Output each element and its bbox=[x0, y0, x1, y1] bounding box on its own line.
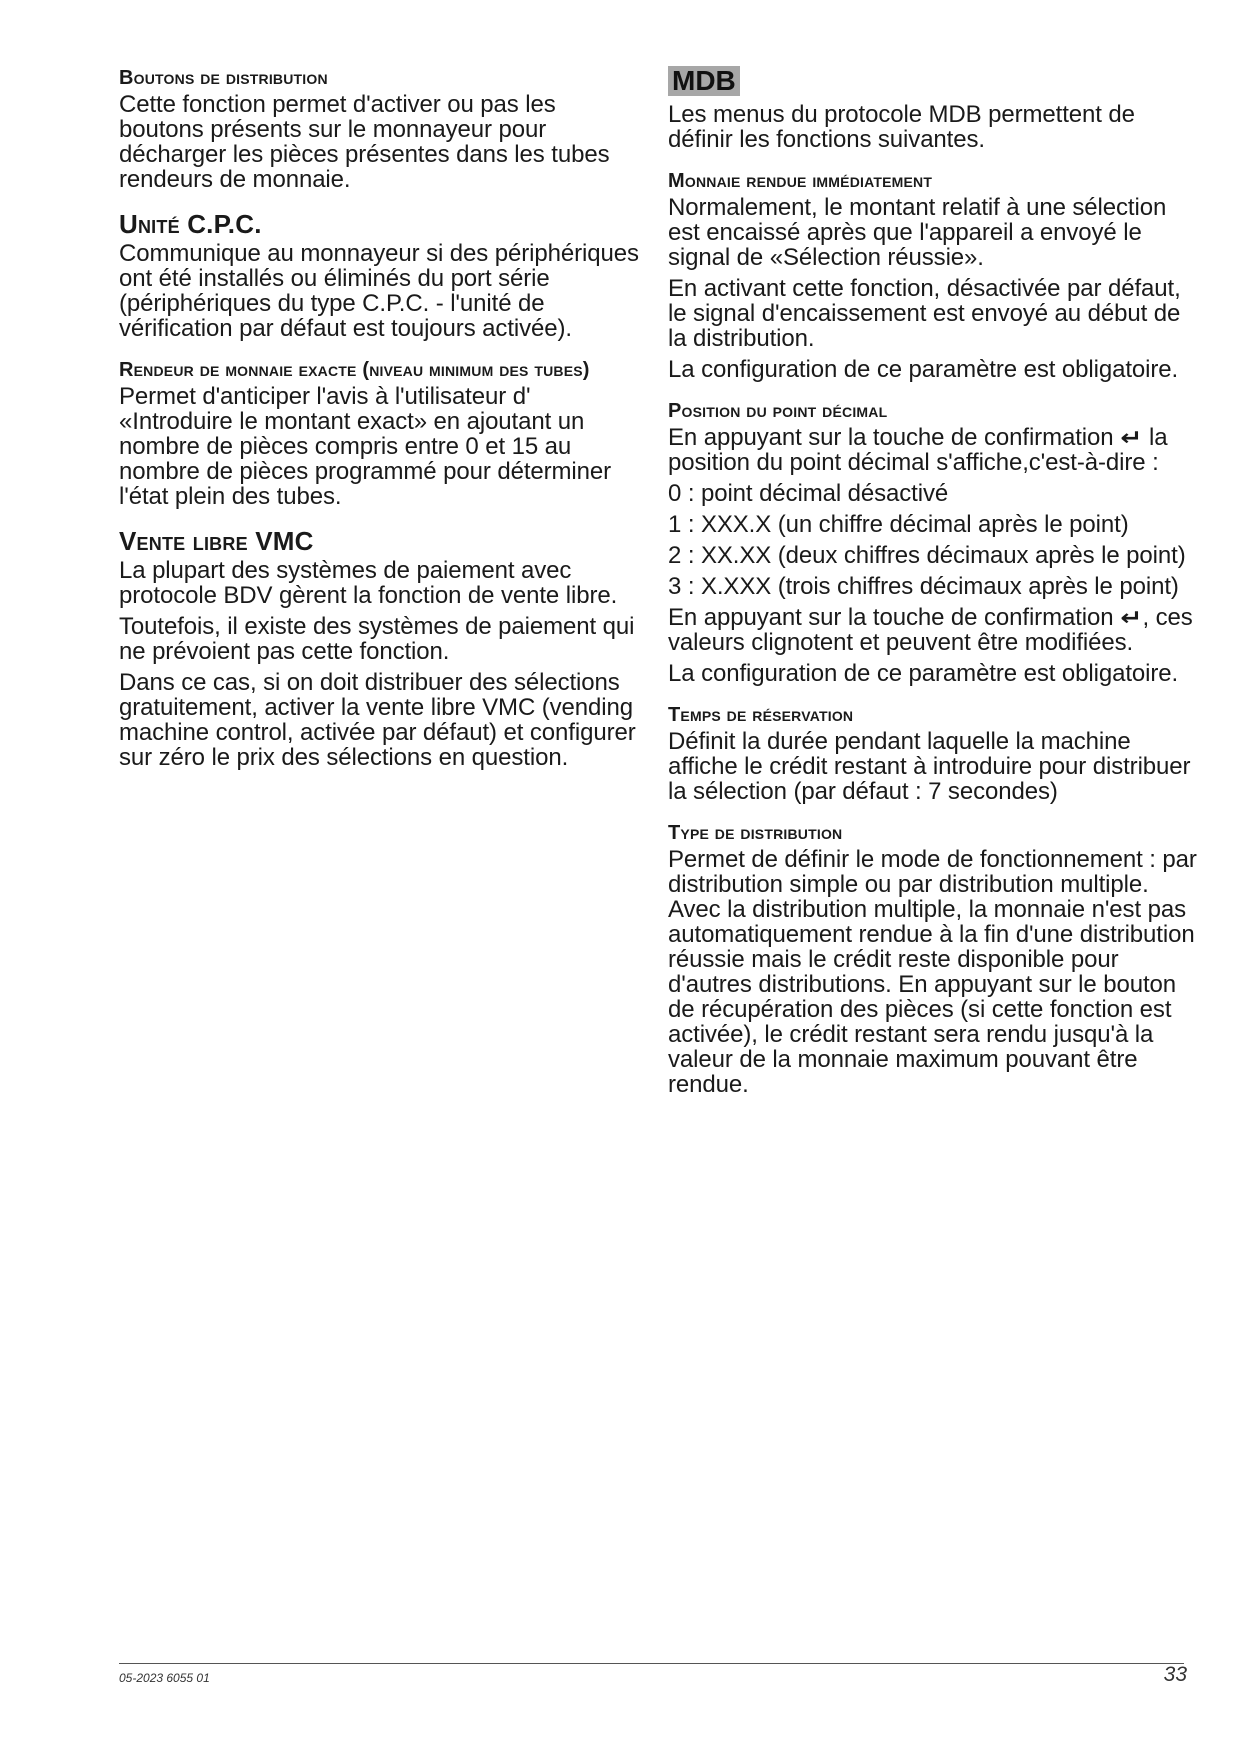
section-heading: Vente libre VMC bbox=[119, 526, 314, 556]
section-type-distribution bbox=[668, 821, 1198, 1097]
footer-doc-code: 05-2023 6055 01 bbox=[119, 1671, 210, 1685]
section-point-decimal bbox=[668, 399, 1198, 686]
paragraph: Toutefois, il existe des systèmes de paiement qui ne prévoient pas cette fonction. bbox=[119, 613, 635, 665]
section-temps-reservation bbox=[668, 703, 1198, 804]
section-heading: Position du point décimal bbox=[668, 400, 888, 422]
paragraph: Permet de définir le mode de fonctionnement : par distribution simple ou par distribution multiple. Avec la distribution multiple, la monnaie n'est pas automatiquement rendue à la fin d'une distribution réussie mais le crédit reste disponible pour d'autres distributions. En appuyant sur le bouton de récupération des pièces (si cette fonction est activée), le crédit restant sera rendu jusqu'à la valeur de la monnaie maximum pouvant être rendue. bbox=[668, 846, 1197, 1098]
paragraph: Communique au monnayeur si des périphériques ont été installés ou éliminés du port série (périphériques du type C.P.C. - l'unité de vérification par défaut est toujours activée). bbox=[119, 240, 639, 342]
paragraph bbox=[668, 425, 1198, 475]
paragraph: La configuration de ce paramètre est obligatoire. bbox=[668, 660, 1179, 687]
page-number: 33 bbox=[1163, 1663, 1187, 1686]
section-heading: Monnaie rendue immédiatement bbox=[668, 170, 933, 192]
option-line: 2 : XX.XX (deux chiffres décimaux après le point) bbox=[668, 542, 1186, 569]
section-boutons-distribution bbox=[119, 66, 639, 192]
paragraph: Permet d'anticiper l'avis à l'utilisateur d' «Introduire le montant exact» en ajoutant un nombre de pièces compris entre 0 et 15 au nombre de pièces programmé pour déterminer l'état plein des tubes. bbox=[119, 383, 612, 510]
section-heading: Rendeur de monnaie exacte (niveau minimum des tubes) bbox=[119, 359, 590, 381]
paragraph: Cette fonction permet d'activer ou pas les boutons présents sur le monnayeur pour décharger les pièces présentes dans les tubes rendeurs de monnaie. bbox=[119, 91, 610, 193]
section-heading: Unité C.P.C. bbox=[119, 209, 262, 239]
section-unite-cpc bbox=[119, 209, 639, 341]
paragraph: La configuration de ce paramètre est obligatoire. bbox=[668, 356, 1179, 383]
paragraph: En activant cette fonction, désactivée par défaut, le signal d'encaissement est envoyé au début de la distribution. bbox=[668, 275, 1181, 352]
text-span: En appuyant sur la touche de confirmation bbox=[668, 604, 1114, 631]
section-mdb bbox=[668, 66, 1198, 152]
paragraph bbox=[668, 605, 1198, 655]
option-line: 3 : X.XXX (trois chiffres décimaux après le point) bbox=[668, 573, 1179, 600]
text-span: la position du point décimal s'affiche,c'est-à-dire : bbox=[668, 424, 1168, 476]
paragraph: Normalement, le montant relatif à une sélection est encaissé après que l'appareil a envoyé le signal de «Sélection réussie». bbox=[668, 194, 1167, 271]
paragraph: Définit la durée pendant laquelle la machine affiche le crédit restant à introduire pour distribuer la sélection (par défaut : 7 secondes) bbox=[668, 728, 1191, 805]
paragraph: La plupart des systèmes de paiement avec protocole BDV gèrent la fonction de vente libre. bbox=[119, 557, 618, 609]
section-monnaie-rendue bbox=[668, 169, 1198, 382]
text-span: En appuyant sur la touche de confirmation bbox=[668, 424, 1114, 451]
footer-rule bbox=[119, 1663, 1184, 1664]
enter-key-icon: ↵ bbox=[1120, 425, 1143, 450]
mdb-tag: MDB bbox=[668, 66, 740, 96]
right-column bbox=[668, 66, 1198, 1114]
section-heading: Type de distribution bbox=[668, 822, 843, 844]
section-heading: Temps de réservation bbox=[668, 704, 854, 726]
enter-key-icon: ↵ bbox=[1120, 605, 1143, 630]
option-line: 0 : point décimal désactivé bbox=[668, 480, 949, 507]
paragraph: Dans ce cas, si on doit distribuer des sélections gratuitement, activer la vente libre VMC (vending machine control, activée par défaut) et configurer sur zéro le prix des sélections en question. bbox=[119, 669, 636, 771]
section-vente-libre-vmc bbox=[119, 526, 639, 770]
paragraph: Les menus du protocole MDB permettent de définir les fonctions suivantes. bbox=[668, 101, 1135, 153]
text-span: , ces valeurs clignotent et peuvent être modifiées. bbox=[668, 604, 1193, 656]
section-heading: Boutons de distribution bbox=[119, 67, 328, 89]
option-line: 1 : XXX.X (un chiffre décimal après le point) bbox=[668, 511, 1129, 538]
section-rendeur-monnaie-exacte bbox=[119, 358, 639, 509]
left-column bbox=[119, 66, 639, 787]
